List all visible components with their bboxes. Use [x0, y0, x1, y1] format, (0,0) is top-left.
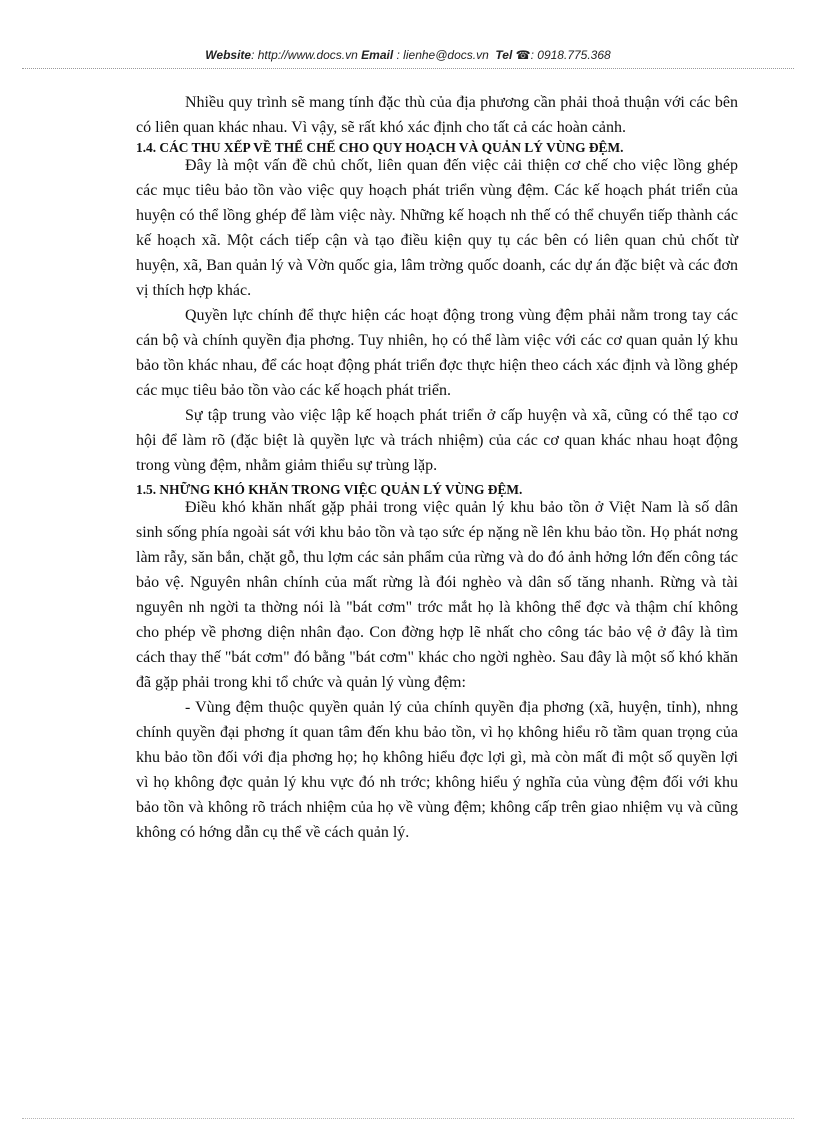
paragraph-1-5-b: - Vùng đệm thuộc quyền quản lý của chính quyền địa phơng (xã, huyện, tỉnh), nhng chính quyền đại phơng ít quan tâm đến khu bảo tồn, vì họ không hiểu rõ tầm quan trọng của khu bảo tồn đối với địa phơng họ; họ không hiểu đợc lợi gì, mà còn mất đi một số quyền lợi vì họ không đợc quản lý khu vực đó nh trớc; không hiểu ý nghĩa của vùng đệm đối với khu bảo tồn và không rõ trách nhiệm của họ về vùng đệm; không cấp trên giao nhiệm vụ và cũng không có hớng dẫn cụ thể về cách quản lý. [136, 699, 738, 841]
paragraph-1-4-a: Đây là một vấn đề chủ chốt, liên quan đến việc cải thiện cơ chế cho việc lồng ghép các mục tiêu bảo tồn vào việc quy hoạch phát triển vùng đệm. Các kế hoạch phát triển của huyện có thể lồng ghép để làm việc này. Những kế hoạch nh thế có thể chuyển tiếp thành các kế hoạch xã. Một cách tiếp cận và tạo điều kiện quy tụ các bên có liên quan chủ chốt từ huyện, xã, Ban quản lý và Vờn quốc gia, lâm trờng quốc doanh, các dự án đặc biệt và các đơn vị thích hợp khác. [136, 157, 738, 299]
footer-divider [22, 1118, 794, 1119]
paragraph-1-5-a: Điều khó khăn nhất gặp phải trong việc quản lý khu bảo tồn ở Việt Nam là số dân sinh sống phía ngoài sát với khu bảo tồn và tạo sức ép nặng nề lên khu bảo tồn. Họ phát nơng làm rẫy, săn bắn, chặt gỗ, thu lợm các sản phẩm của rừng và do đó ảnh hởng lớn đến công tác bảo vệ. Nguyên nhân chính của mất rừng là đói nghèo và dân số tăng nhanh. Rừng và tài nguyên nh ngời ta thờng nói là "bát cơm" trớc mắt họ là không thể đợc và thậm chí không cho phép về phơng diện nhân đạo. Con đờng hợp lẽ nhất cho công tác bảo vệ ở đây là tìm cách thay thế "bát cơm" đó bằng "bát cơm" khác cho ngời nghèo. Sau đây là một số khó khăn đã gặp phải trong khi tổ chức và quản lý vùng đệm: [136, 499, 738, 691]
section-heading-1-5: 1.5. NHỮNG KHÓ KHĂN TRONG VIỆC QUẢN LÝ VÙNG ĐỆM. [136, 482, 523, 497]
paragraph-intro: Nhiều quy trình sẽ mang tính đặc thù của địa phương cần phải thoả thuận với các bên có liên quan khác nhau. Vì vậy, sẽ rất khó xác định cho tất cả các hoàn cảnh. [136, 94, 738, 136]
document-body [136, 90, 738, 845]
section-heading-1-4: 1.4. CÁC THU XẾP VỀ THỂ CHẾ CHO QUY HOẠCH VÀ QUẢN LÝ VÙNG ĐỆM. [136, 140, 624, 155]
email-label: Email [361, 48, 394, 62]
header-divider [22, 68, 794, 69]
tel-value: ☎: 0918.775.368 [515, 48, 611, 62]
tel-label: Tel [495, 48, 513, 62]
website-value: : http://www.docs.vn [251, 48, 358, 62]
website-label: Website [205, 48, 252, 62]
paragraph-1-4-c: Sự tập trung vào việc lập kế hoạch phát triển ở cấp huyện và xã, cũng có thể tạo cơ hội để làm rõ (đặc biệt là quyền lực và trách nhiệm) của các cơ quan khác nhau hoạt động trong vùng đệm, nhằm giảm thiểu sự trùng lặp. [136, 407, 738, 474]
page-header [0, 48, 816, 62]
email-value: : lienhe@docs.vn [396, 48, 489, 62]
paragraph-1-4-b: Quyền lực chính để thực hiện các hoạt động trong vùng đệm phải nằm trong tay các cán bộ và chính quyền địa phơng. Tuy nhiên, họ có thể làm việc với các cơ quan quản lý khu bảo tồn khác nhau, để các hoạt động phát triển đợc thực hiện theo cách xác định và lồng ghép các mục tiêu bảo tồn vào các kế hoạch phát triển. [136, 307, 738, 399]
